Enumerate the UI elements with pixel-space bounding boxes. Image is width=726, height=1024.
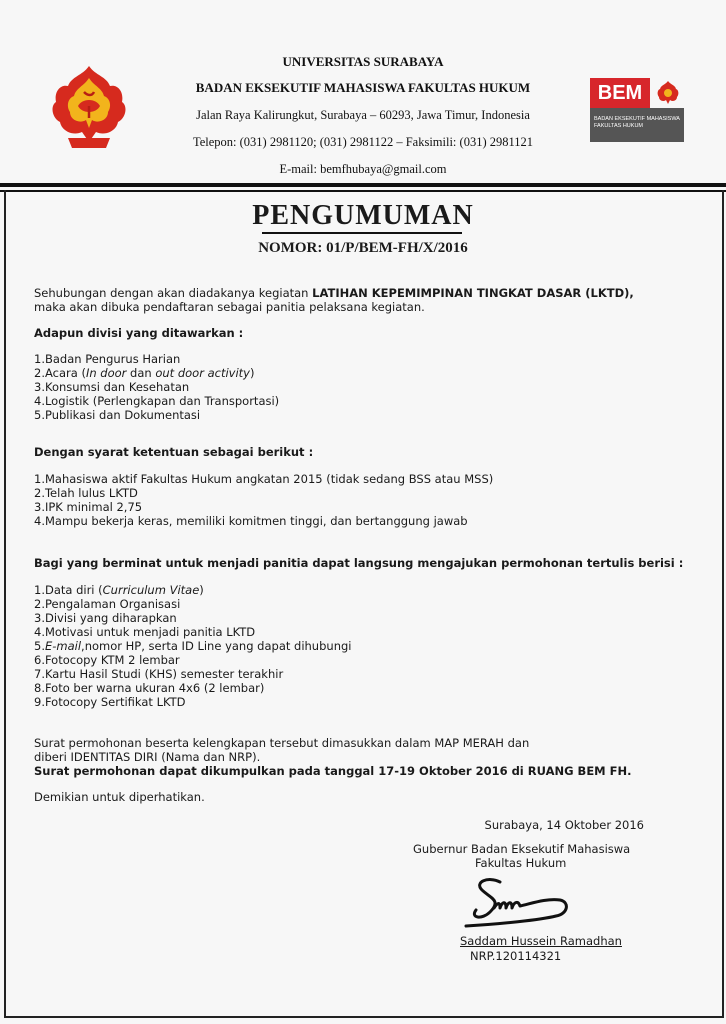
bem-logo-sub1: BADAN EKSEKUTIF MAHASISWA: [594, 116, 680, 122]
item-text: dan: [126, 366, 156, 380]
divisi-heading: Adapun divisi yang ditawarkan :: [34, 326, 244, 340]
item-text: ): [199, 583, 204, 597]
list-item: 9.Fotocopy Sertifikat LKTD: [34, 695, 186, 709]
item-text-italic: E-mail: [44, 639, 82, 653]
list-item: [34, 639, 351, 653]
email: E-mail: bemfhubaya@gmail.com: [279, 162, 447, 176]
list-item: 5.Publikasi dan Dokumentasi: [34, 408, 201, 422]
place-date: Surabaya, 14 Oktober 2016: [484, 818, 644, 832]
signer-role-1: Gubernur Badan Eksekutif Mahasiswa: [413, 842, 631, 856]
document-number: NOMOR: 01/P/BEM-FH/X/2016: [258, 240, 468, 256]
handwritten-signature-icon: [460, 868, 590, 934]
list-item: 3.Divisi yang diharapkan: [34, 611, 177, 625]
permohonan-heading: Bagi yang berminat untuk menjadi panitia dapat langsung mengajukan permohonan tertulis berisi :: [34, 556, 684, 570]
header-rule-thick: [0, 183, 726, 187]
item-text: 1.Data diri (: [34, 583, 103, 597]
bem-logo-text: BEM: [590, 78, 650, 108]
list-item: 4.Motivasi untuk menjadi panitia LKTD: [34, 625, 256, 639]
item-text: 2.Acara (: [34, 366, 86, 380]
university-name: UNIVERSITAS SURABAYA: [282, 54, 444, 69]
closing-line-3: Surat permohonan dapat dikumpulkan pada tanggal 17-19 Oktober 2016 di RUANG BEM FH.: [34, 764, 632, 778]
address: Jalan Raya Kalirungkut, Surabaya – 60293, Jawa Timur, Indonesia: [196, 108, 530, 122]
intro-text: Sehubungan dengan akan diadakanya kegiatan: [34, 286, 313, 300]
list-item: 4.Logistik (Perlengkapan dan Transportasi): [34, 394, 280, 408]
bem-logo: [590, 78, 684, 142]
item-text: ,nomor HP, serta ID Line yang dapat dihubungi: [81, 639, 352, 653]
list-item: 2.Telah lulus LKTD: [34, 486, 138, 500]
list-item: 1.Mahasiswa aktif Fakultas Hukum angkatan 2015 (tidak sedang BSS atau MSS): [34, 472, 494, 486]
page-title: PENGUMUMAN: [252, 200, 474, 231]
list-item: 7.Kartu Hasil Studi (KHS) semester terakhir: [34, 667, 284, 681]
event-name: LATIHAN KEPEMIMPINAN TINGKAT DASAR (LKTD),: [312, 286, 634, 300]
list-item: 3.Konsumsi dan Kesehatan: [34, 380, 190, 394]
list-item: 1.Badan Pengurus Harian: [34, 352, 181, 366]
signer-role-2: Fakultas Hukum: [475, 856, 567, 870]
list-item: [34, 366, 254, 380]
title-underline: [262, 232, 462, 234]
bem-emblem-icon: [656, 80, 680, 106]
signer-name: Saddam Hussein Ramadhan: [460, 934, 622, 948]
item-text-italic: In door: [85, 366, 127, 380]
list-item: 8.Foto ber warna ukuran 4x6 (2 lembar): [34, 681, 265, 695]
item-text-italic: Curriculum Vitae: [102, 583, 200, 597]
bem-logo-caption: [590, 108, 684, 142]
closing-line-4: Demikian untuk diperhatikan.: [34, 790, 205, 804]
closing-line-1: Surat permohonan beserta kelengkapan tersebut dimasukkan dalam MAP MERAH dan: [34, 736, 530, 750]
intro-line-1: [34, 286, 634, 300]
bem-logo-sub2: FAKULTAS HUKUM: [594, 123, 643, 129]
closing-line-2: diberi IDENTITAS DIRI (Nama dan NRP).: [34, 750, 261, 764]
signer-nrp: NRP.120114321: [470, 949, 562, 963]
faculty-name: BADAN EKSEKUTIF MAHASISWA FAKULTAS HUKUM: [195, 80, 531, 95]
item-text-italic: out door activity: [155, 366, 250, 380]
list-item: 6.Fotocopy KTM 2 lembar: [34, 653, 180, 667]
item-text: 5.: [34, 639, 45, 653]
list-item: 2.Pengalaman Organisasi: [34, 597, 181, 611]
intro-line-2: maka akan dibuka pendaftaran sebagai panitia pelaksana kegiatan.: [34, 300, 425, 314]
item-text: ): [249, 366, 255, 380]
list-item: [34, 583, 204, 597]
phone: Telepon: (031) 2981120; (031) 2981122 – Faksimili: (031) 2981121: [192, 135, 534, 149]
list-item: 4.Mampu bekerja keras, memiliki komitmen tinggi, dan bertanggung jawab: [34, 514, 468, 528]
list-item: 3.IPK minimal 2,75: [34, 500, 143, 514]
syarat-heading: Dengan syarat ketentuan sebagai berikut :: [34, 445, 314, 459]
